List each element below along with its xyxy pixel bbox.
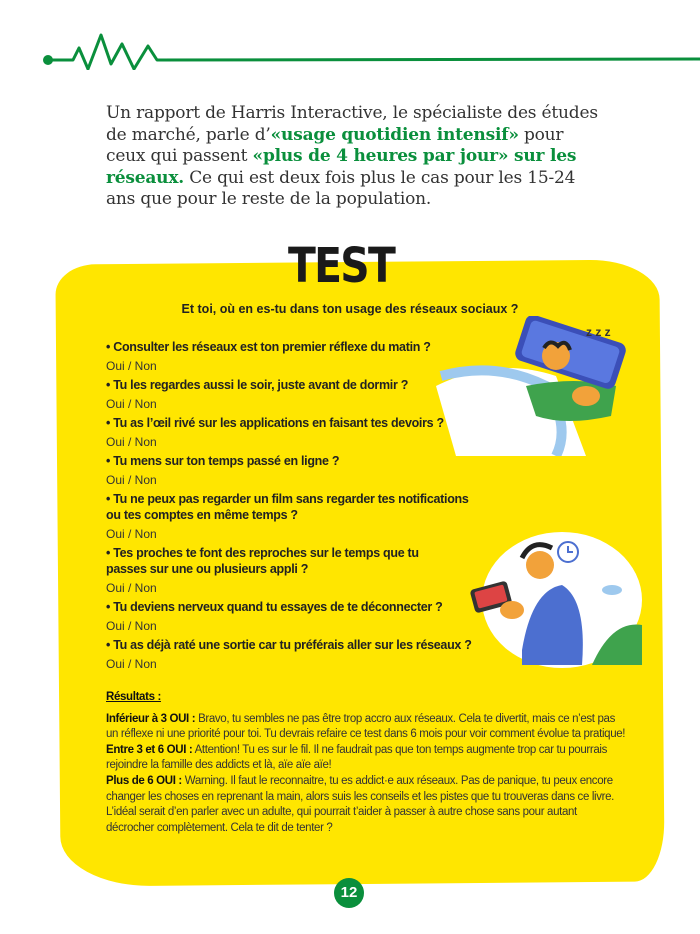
result-label: Inférieur à 3 OUI : <box>106 712 196 725</box>
question-text: • Tu les regardes aussi le soir, juste avant de dormir ? <box>106 378 409 392</box>
answer-options: Oui / Non <box>106 581 157 595</box>
question-item <box>106 637 486 672</box>
test-subtitle: Et toi, où en es-tu dans ton usage des réseaux sociaux ? <box>181 302 519 316</box>
question-text: • Tu as l’œil rivé sur les applications en faisant tes devoirs ? <box>106 416 444 430</box>
result-label: Entre 3 et 6 OUI : <box>106 743 193 756</box>
answer-options: Oui / Non <box>106 527 157 541</box>
question-item <box>106 377 486 412</box>
results-heading: Résultats : <box>106 691 161 703</box>
intro-highlight: «plus de 4 heures par jour» sur les réseaux. <box>106 146 577 188</box>
intro-paragraph <box>106 103 606 211</box>
result-text: Bravo, tu sembles ne pas être trop accro aux réseaux. Cela te divertit, mais ce n’est pas un réflexe ni une priorité pour toi. Tu devrais refaire ce test dans 6 mois pour voir comment évolue ta pratique! <box>106 712 626 741</box>
question-text: • Tes proches te font des reproches sur le temps que tu passes sur une ou plusieurs appli ? <box>106 546 419 576</box>
question-text: • Tu ne peux pas regarder un film sans regarder tes notifications ou tes comptes en même temps ? <box>106 492 469 522</box>
question-text: • Tu deviens nerveux quand tu essayes de te déconnecter ? <box>106 600 443 614</box>
result-item <box>106 743 626 774</box>
person-with-phone-illustration <box>462 530 642 670</box>
result-text: Attention! Tu es sur le fil. Il ne faudrait pas que ton temps augmente trop car tu pourrais rejoindre la famille des addicts et là, aïe aïe aïe! <box>106 743 608 772</box>
answer-options: Oui / Non <box>106 657 157 671</box>
heartbeat-line-decoration <box>0 20 700 70</box>
answer-options: Oui / Non <box>106 359 157 373</box>
question-item <box>106 599 486 634</box>
question-item <box>106 491 486 542</box>
question-item <box>106 453 486 488</box>
svg-text:z z z: z z z <box>586 325 611 339</box>
page-number: 12 <box>334 878 364 908</box>
answer-options: Oui / Non <box>106 619 157 633</box>
intro-text: Un rapport de Harris Interactive, le spécialiste des études de marché, parle d’ <box>106 103 598 145</box>
results-section <box>106 690 626 836</box>
result-item <box>106 712 626 743</box>
question-item <box>106 415 486 450</box>
question-list <box>106 339 486 675</box>
intro-highlight: «usage quotidien intensif» <box>270 124 519 145</box>
result-label: Plus de 6 OUI : <box>106 774 182 787</box>
question-text: • Tu as déjà raté une sortie car tu préférais aller sur les réseaux ? <box>106 638 472 652</box>
question-text: • Consulter les réseaux est ton premier réflexe du matin ? <box>106 340 431 354</box>
question-item <box>106 545 486 596</box>
intro-text: Ce qui est deux fois plus le cas pour les 15-24 ans que pour le reste de la population. <box>106 167 576 209</box>
answer-options: Oui / Non <box>106 397 157 411</box>
result-item <box>106 774 626 836</box>
question-text: • Tu mens sur ton temps passé en ligne ? <box>106 454 340 468</box>
answer-options: Oui / Non <box>106 435 157 449</box>
answer-options: Oui / Non <box>106 473 157 487</box>
question-item <box>106 339 486 374</box>
test-title: TEST <box>288 238 395 294</box>
intro-text: pour ceux qui passent <box>106 124 564 166</box>
result-text: Warning. Il faut le reconnaitre, tu es addict·e aux réseaux. Pas de panique, tu peux encore changer les choses en reprenant la main, alors suis les conseils et les pistes que tu trouveras dans ce livre. L’idéal serait d’en parler avec un adulte, qui pourrait t’aider à passer à autre chose sans pour autant décrocher complètement. Cela te dit de tenter ? <box>106 774 615 834</box>
